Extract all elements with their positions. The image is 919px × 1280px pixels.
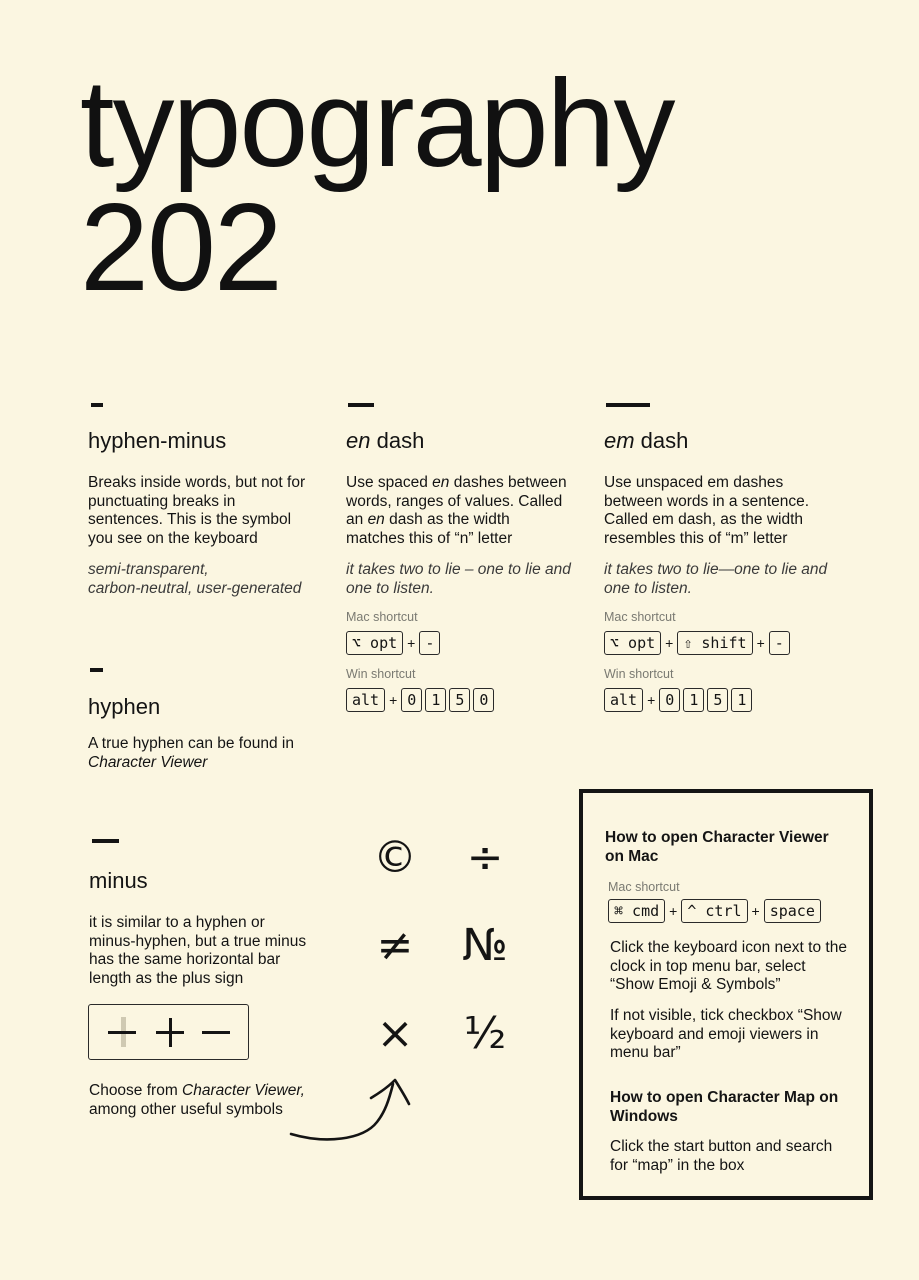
- em-dash-description: [604, 474, 844, 548]
- example-line: it takes two to lie—one to lie and: [604, 561, 828, 578]
- windows-heading: [610, 1088, 872, 1126]
- en-dash-win-label: Win shortcut: [346, 667, 416, 681]
- curved-arrow-icon: [285, 1070, 420, 1150]
- heading-line: How to open Character Viewer: [605, 829, 829, 846]
- heading-line: on Mac: [605, 848, 659, 865]
- desc-line: between words in a sentence.: [604, 492, 810, 510]
- mac-visibility-note: [610, 1007, 872, 1063]
- em-dash-win-shortcut: [604, 688, 752, 712]
- symbol-numero: №: [462, 920, 508, 971]
- heading-rest: dash: [370, 428, 425, 453]
- plus-sign: +: [669, 903, 678, 919]
- example-line: one to listen.: [604, 579, 692, 597]
- desc-text: dash as the width: [384, 511, 510, 528]
- page-title: [80, 55, 674, 317]
- example-line: semi-transparent,: [88, 561, 209, 578]
- key-alt: alt: [346, 688, 385, 712]
- text-line: menu bar”: [610, 1044, 681, 1061]
- desc-line: you see on the keyboard: [88, 529, 258, 547]
- text-line: Click the keyboard icon next to the: [610, 939, 847, 956]
- hyphen-minus-heading: hyphen-minus: [88, 428, 227, 453]
- mac-instructions: [610, 939, 872, 995]
- key-control: ^ ctrl: [681, 899, 747, 923]
- key-option: ⌥ opt: [346, 631, 403, 655]
- comparison-plus-v: [169, 1018, 172, 1047]
- desc-line: punctuating breaks in: [88, 492, 236, 510]
- text-line: clock in top menu bar, select: [610, 957, 806, 975]
- text-line: Click the start button and search: [610, 1138, 833, 1155]
- heading-line: How to open Character Map on: [610, 1089, 839, 1106]
- desc-line: [346, 511, 586, 530]
- key-digit: 1: [425, 688, 446, 712]
- note-text: among other useful symbols: [89, 1100, 283, 1118]
- heading-em: en: [346, 428, 371, 453]
- desc-line: length as the plus sign: [89, 969, 244, 987]
- note-em: Character Viewer,: [182, 1082, 305, 1099]
- key-shift: ⇧ shift: [677, 631, 752, 655]
- desc-em: en: [367, 511, 385, 528]
- plus-sign: +: [751, 903, 760, 919]
- hyphen-glyph: [90, 668, 103, 672]
- en-dash-mac-label: Mac shortcut: [346, 610, 418, 624]
- key-option: ⌥ opt: [604, 631, 661, 655]
- hyphen-minus-example: [88, 561, 328, 598]
- mac-heading: [605, 828, 865, 866]
- example-line: carbon-neutral, user-generated: [88, 579, 302, 597]
- em-dash-mac-shortcut: [604, 631, 790, 655]
- key-digit: 0: [401, 688, 422, 712]
- en-dash-glyph: [348, 403, 374, 407]
- key-digit: 1: [731, 688, 752, 712]
- minus-glyph: [92, 839, 119, 843]
- text-line: keyboard and emoji viewers in: [610, 1025, 819, 1043]
- key-digit: 5: [449, 688, 470, 712]
- symbol-not-equal: ≠: [376, 920, 414, 971]
- desc-text: Use spaced: [346, 474, 433, 491]
- desc-line: matches this of “n” letter: [346, 529, 513, 547]
- key-digit: 0: [473, 688, 494, 712]
- plus-sign: +: [665, 635, 674, 651]
- desc-line: minus-hyphen, but a true minus: [89, 932, 307, 950]
- desc-line: Breaks inside words, but not for: [88, 474, 306, 491]
- desc-line: A true hyphen can be found in: [88, 735, 294, 752]
- minus-plus-comparison: [88, 1004, 249, 1060]
- heading-em: em: [604, 428, 635, 453]
- desc-line: it is similar to a hyphen or: [89, 914, 265, 931]
- title-line-2: 202: [80, 179, 281, 317]
- desc-line: resembles this of “m” letter: [604, 529, 788, 547]
- minus-heading: minus: [89, 868, 148, 893]
- key-alt: alt: [604, 688, 643, 712]
- desc-line: sentences. This is the symbol: [88, 511, 292, 528]
- heading-line: Windows: [610, 1108, 678, 1125]
- symbol-division: ÷: [466, 832, 504, 883]
- key-space: space: [764, 899, 821, 923]
- text-line: If not visible, tick checkbox “Show: [610, 1007, 842, 1024]
- comparison-minus-left: [108, 1031, 136, 1034]
- en-dash-description: [346, 474, 586, 548]
- plus-sign: +: [389, 692, 398, 708]
- plus-sign: +: [407, 635, 416, 651]
- plus-sign: +: [756, 635, 765, 651]
- key-minus: -: [419, 631, 440, 655]
- desc-em: en: [432, 474, 450, 491]
- windows-instructions: [610, 1138, 872, 1175]
- key-command: ⌘ cmd: [608, 899, 665, 923]
- symbol-one-half: ½: [463, 1008, 507, 1059]
- en-dash-win-shortcut: [346, 688, 494, 712]
- text-line: for “map” in the box: [610, 1156, 745, 1174]
- heading-rest: dash: [634, 428, 689, 453]
- em-dash-mac-label: Mac shortcut: [604, 610, 676, 624]
- plus-sign: +: [647, 692, 656, 708]
- desc-line: Use unspaced em dashes: [604, 474, 784, 491]
- symbol-copyright: ©: [373, 832, 417, 883]
- desc-line: [346, 474, 586, 493]
- minus-description: [89, 914, 329, 988]
- note-text: Choose from: [89, 1082, 183, 1099]
- key-digit: 1: [683, 688, 704, 712]
- desc-line: has the same horizontal bar: [89, 951, 281, 968]
- desc-text: an: [346, 511, 368, 528]
- desc-line: words, ranges of values. Called: [346, 492, 563, 510]
- em-dash-win-label: Win shortcut: [604, 667, 674, 681]
- key-minus: -: [769, 631, 790, 655]
- comparison-minus-right: [202, 1031, 230, 1034]
- hyphen-minus-glyph: [91, 403, 103, 407]
- hyphen-minus-description: [88, 474, 328, 548]
- key-digit: 5: [707, 688, 728, 712]
- en-dash-example: [346, 561, 591, 598]
- example-line: it takes two to lie – one to lie and: [346, 561, 571, 578]
- symbol-multiplication: ×: [376, 1008, 414, 1059]
- key-digit: 0: [659, 688, 680, 712]
- en-dash-heading: [346, 428, 424, 454]
- desc-em: Character Viewer: [88, 753, 208, 771]
- mac-shortcut-keys: [608, 899, 821, 923]
- mac-shortcut-label: Mac shortcut: [608, 880, 680, 894]
- hyphen-description: [88, 735, 328, 772]
- desc-line: Called em dash, as the width: [604, 511, 804, 528]
- desc-text: dashes between: [449, 474, 567, 491]
- em-dash-heading: [604, 428, 688, 454]
- en-dash-mac-shortcut: [346, 631, 440, 655]
- text-line: “Show Emoji & Symbols”: [610, 976, 781, 993]
- character-viewer-info-box: [579, 789, 873, 1200]
- example-line: one to listen.: [346, 579, 434, 597]
- em-dash-example: [604, 561, 854, 598]
- hyphen-heading: hyphen: [88, 694, 161, 719]
- em-dash-glyph: [606, 403, 650, 407]
- title-line-1: typography: [80, 55, 674, 193]
